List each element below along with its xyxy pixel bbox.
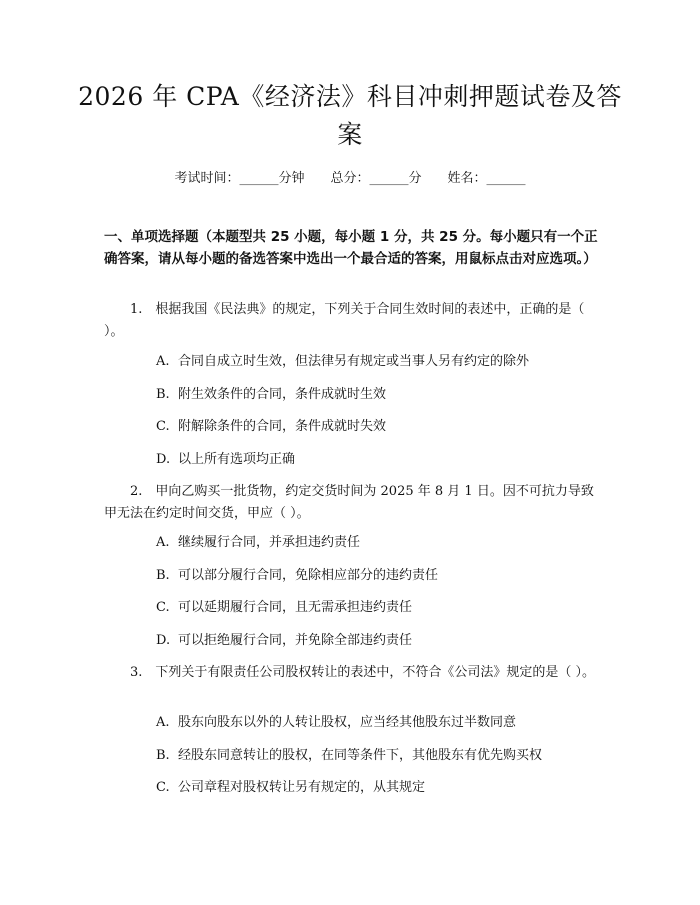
question-1-stem: 1. 根据我国《民法典》的规定，下列关于合同生效时间的表述中，正确的是（ ）。 xyxy=(104,302,585,339)
question-2-option-a[interactable] xyxy=(156,533,600,553)
option-text: 经股东同意转让的股权，在同等条件下，其他股东有优先购买权 xyxy=(178,748,543,763)
question-1-option-d[interactable] xyxy=(156,450,600,470)
option-text: 以上所有选项均正确 xyxy=(178,452,296,467)
option-text: 可以延期履行合同，且无需承担违约责任 xyxy=(178,600,413,615)
question-2-option-c[interactable] xyxy=(156,598,600,618)
option-letter: A. xyxy=(156,715,170,730)
option-text: 继续履行合同，并承担违约责任 xyxy=(178,535,361,550)
option-letter: B. xyxy=(156,568,170,583)
question-2-option-b[interactable] xyxy=(156,566,600,586)
option-text: 附解除条件的合同，条件成就时失效 xyxy=(178,419,387,434)
question-3-stem: 3. 下列关于有限责任公司股权转让的表述中，不符合《公司法》规定的是（ ）。 xyxy=(130,665,596,680)
question-3-option-c[interactable] xyxy=(156,778,600,798)
option-text: 可以拒绝履行合同，并免除全部违约责任 xyxy=(178,633,413,648)
exam-meta xyxy=(0,170,700,188)
question-1-option-a[interactable] xyxy=(156,352,600,372)
exam-title: 2026 年 CPA《经济法》科目冲刺押题试卷及答案 xyxy=(78,82,622,149)
section-heading: 一、单项选择题（本题型共 25 小题，每小题 1 分，共 25 分。每小题只有一个正确答案，请从每小题的备选答案中选出一个最合适的答案，用鼠标点击对应选项。） xyxy=(104,229,598,267)
question-1-option-c[interactable] xyxy=(156,417,600,437)
option-letter: D. xyxy=(156,452,171,467)
option-text: 合同自成立时生效，但法律另有规定或当事人另有约定的除外 xyxy=(178,354,530,369)
question-2-stem: 2. 甲向乙购买一批货物，约定交货时间为 2025 年 8 月 1 日。因不可抗力导致甲无法在约定时间交货，甲应（ ）。 xyxy=(104,484,594,521)
question-2-option-d[interactable] xyxy=(156,631,600,651)
option-letter: C. xyxy=(156,600,170,615)
student-name-field: 姓名：______ xyxy=(447,171,526,186)
question-3-option-a[interactable] xyxy=(156,713,600,733)
question-1-option-b[interactable] xyxy=(156,385,600,405)
total-score-field: 总分：______分 xyxy=(330,171,422,186)
option-letter: C. xyxy=(156,780,170,795)
exam-time-field: 考试时间：______分钟 xyxy=(174,171,305,186)
option-letter: D. xyxy=(156,633,171,648)
option-letter: C. xyxy=(156,419,170,434)
option-letter: B. xyxy=(156,387,170,402)
option-text: 公司章程对股权转让另有规定的，从其规定 xyxy=(178,780,426,795)
option-letter: A. xyxy=(156,535,170,550)
option-letter: B. xyxy=(156,748,170,763)
option-letter: A. xyxy=(156,354,170,369)
option-text: 股东向股东以外的人转让股权，应当经其他股东过半数同意 xyxy=(178,715,517,730)
question-3-option-b[interactable] xyxy=(156,746,600,766)
option-text: 附生效条件的合同，条件成就时生效 xyxy=(178,387,387,402)
option-text: 可以部分履行合同，免除相应部分的违约责任 xyxy=(178,568,439,583)
